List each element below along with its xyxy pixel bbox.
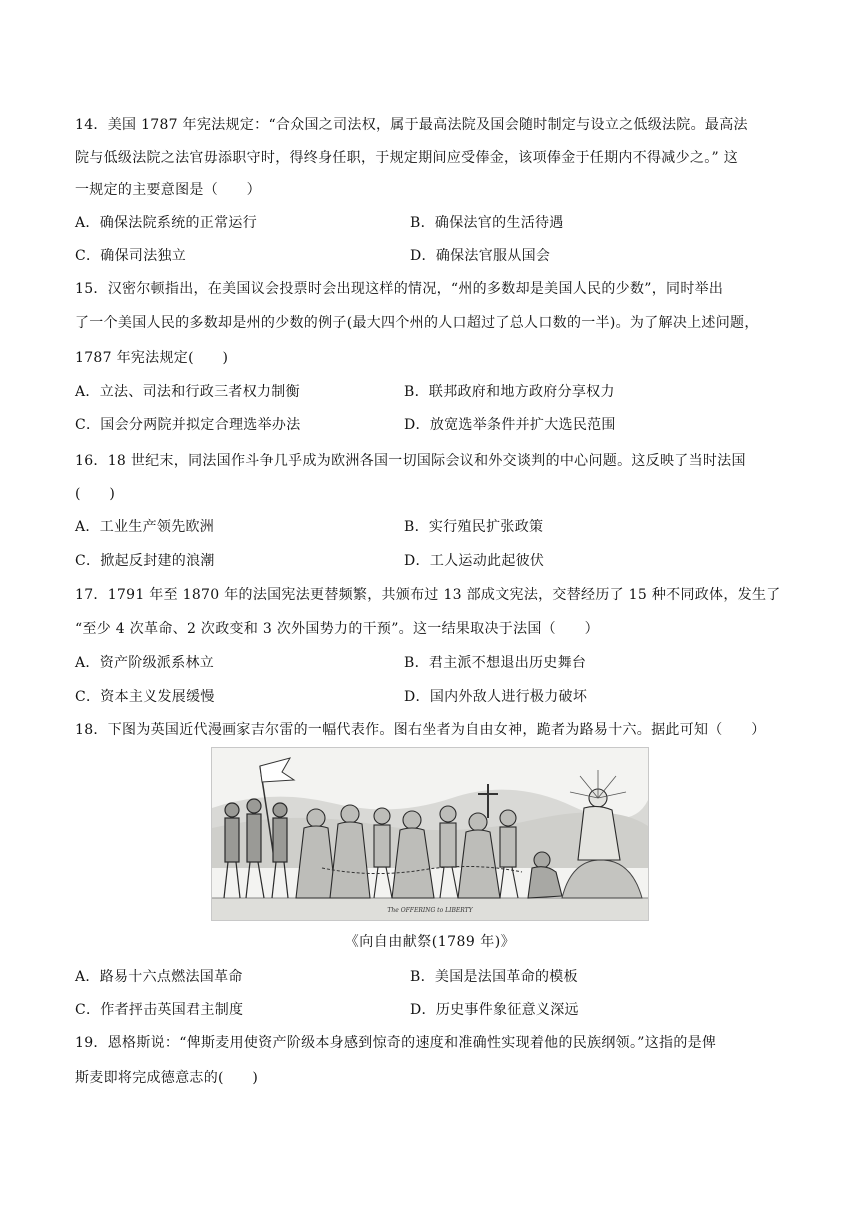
q15-stem-line-2: 了一个美国人民的多数却是州的少数的例子(最大四个州的人口超过了总人口数的一半)。为了解决上述问题，: [75, 315, 759, 331]
q18-option-b[interactable]: B．美国是法国革命的模板: [410, 969, 578, 985]
q15-stem-line-3: 1787 年宪法规定( ): [75, 350, 229, 366]
q15-option-d[interactable]: D．放宽选举条件并扩大选民范围: [404, 417, 616, 433]
q16-stem-line-2: ( ): [75, 486, 116, 502]
q17-option-a[interactable]: A．资产阶级派系林立: [75, 655, 215, 671]
q17-stem-line-2: “至少 4 次革命、2 次政变和 3 次外国势力的干预”。这一结果取决于法国（ ）: [75, 621, 599, 637]
q17-option-c[interactable]: C．资本主义发展缓慢: [75, 689, 215, 705]
q16-option-c[interactable]: C．掀起反封建的浪潮: [75, 553, 215, 569]
cartoon-inscription: The OFFERING to LIBERTY: [387, 907, 473, 914]
q14-option-a[interactable]: A．确保法院系统的正常运行: [75, 215, 258, 231]
cartoon-image: [211, 747, 649, 921]
q14-option-d[interactable]: D．确保法官服从国会: [410, 248, 551, 264]
q14-stem-line-1: 14．美国 1787 年宪法规定：“合众国之司法权，属于最高法院及国会随时制定与设立之低级法院。最高法: [75, 117, 748, 133]
q17-option-d[interactable]: D．国内外敌人进行极力破坏: [404, 689, 588, 705]
q16-option-d[interactable]: D．工人运动此起彼伏: [404, 553, 545, 569]
q16-stem-line-1: 16．18 世纪末，同法国作斗争几乎成为欧洲各国一切国际会议和外交谈判的中心问题。这反映了当时法国: [75, 453, 746, 469]
q19-stem-line-2: 斯麦即将完成德意志的( ): [75, 1070, 259, 1086]
q18-option-a[interactable]: A．路易十六点燃法国革命: [75, 969, 243, 985]
q16-option-a[interactable]: A．工业生产领先欧洲: [75, 519, 215, 535]
q14-option-c[interactable]: C．确保司法独立: [75, 248, 187, 264]
q17-stem-line-1: 17．1791 年至 1870 年的法国宪法更替频繁，共颁布过 13 部成文宪法，交替经历了 15 种不同政体，发生了: [75, 587, 781, 603]
cartoon-illustration: [212, 748, 648, 920]
q14-stem-line-2: 院与低级法院之法官毋添职守时，得终身任职，于规定期间应受俸金，该项俸金于任期内不得减少之。” 这: [75, 150, 739, 166]
q18-stem-line-1: 18．下图为英国近代漫画家吉尔雷的一幅代表作。图右坐者为自由女神，跪者为路易十六。据此可知（ ）: [75, 722, 766, 738]
q15-stem-line-1: 15．汉密尔顿指出，在美国议会投票时会出现这样的情况，“州的多数却是美国人民的少数”，同时举出: [75, 281, 724, 297]
q15-option-b[interactable]: B．联邦政府和地方政府分享权力: [404, 384, 615, 400]
cartoon-caption: 《向自由献祭(1789 年)》: [344, 934, 516, 950]
q15-option-c[interactable]: C．国会分两院并拟定合理选举办法: [75, 417, 301, 433]
q15-option-a[interactable]: A．立法、司法和行政三者权力制衡: [75, 384, 300, 400]
q16-option-b[interactable]: B．实行殖民扩张政策: [404, 519, 544, 535]
q19-stem-line-1: 19．恩格斯说：“俾斯麦用使资产阶级本身感到惊奇的速度和准确性实现着他的民族纲领。”这指的是俾: [75, 1035, 717, 1051]
q18-option-d[interactable]: D．历史事件象征意义深远: [410, 1002, 579, 1018]
q14-option-b[interactable]: B．确保法官的生活待遇: [410, 215, 564, 231]
q14-stem-line-3: 一规定的主要意图是（ ）: [75, 182, 261, 198]
q18-option-c[interactable]: C．作者抨击英国君主制度: [75, 1002, 244, 1018]
q17-option-b[interactable]: B．君主派不想退出历史舞台: [404, 655, 587, 671]
